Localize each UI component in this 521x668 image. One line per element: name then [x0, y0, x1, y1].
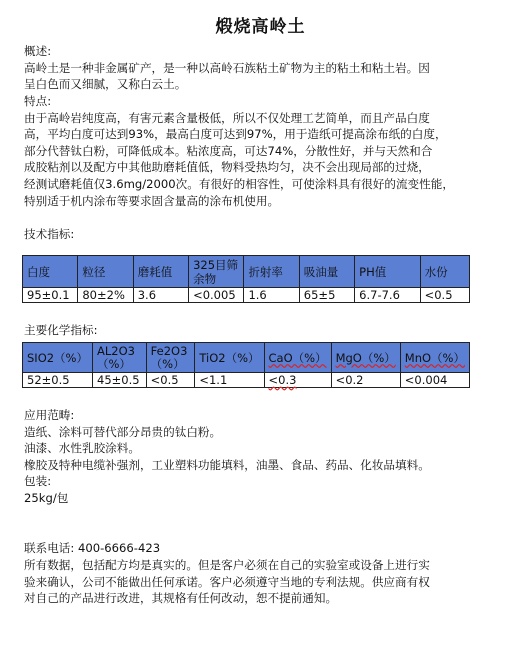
chem-header-cell — [400, 343, 469, 373]
tech-value-cell: <0.005 — [189, 288, 244, 303]
overview-section — [24, 43, 504, 93]
applications-line: 油漆、水性乳胶涂料。 — [24, 441, 140, 456]
chem-header-text: MnO（%） — [404, 350, 465, 365]
chem-header-text: CaO（%） — [268, 350, 327, 365]
contact-phone: 400-6666-423 — [77, 541, 161, 555]
tech-value-cell: 6.7-7.6 — [355, 288, 420, 303]
tech-header-cell: 折射率 — [244, 256, 299, 288]
features-line: 部分代替钛白粉，可降低成本。粘浓度高，可达74%，分散性好，并与天然和合 — [24, 143, 433, 158]
applications-line: 橡胶及特种电缆补强剂，工业塑料功能填料，油墨、食品、药品、化妆品填料。 — [24, 457, 430, 472]
chem-label: 主要化学指标: — [24, 323, 98, 337]
chem-header-cell: AL2O3（%） — [93, 343, 147, 373]
contact-row — [24, 540, 504, 557]
features-line: 特别适于机内涂布等要求固含量高的涂布机使用。 — [24, 193, 280, 208]
page-title: 煅烧高岭土 — [215, 17, 306, 37]
tech-value-cell: 3.6 — [133, 288, 188, 303]
contact-line — [24, 540, 504, 557]
chem-header-cell — [264, 343, 331, 373]
chem-value-cell: <0.2 — [331, 373, 400, 388]
chem-value-text: <0.3 — [268, 373, 297, 387]
features-line: 经测试磨耗值仅3.6mg/2000次。有很好的相容性，可使涂料具有很好的流变性能， — [24, 176, 454, 191]
chem-header-cell — [331, 343, 400, 373]
packaging-heading: 包装: — [24, 474, 52, 489]
chem-value-row — [23, 373, 470, 388]
features-line: 成胶粘剂以及配方中其他助磨耗值低，物料受热均匀，决不会出现局部的过烧， — [24, 160, 430, 175]
packaging-value: 25kg/包 — [24, 490, 69, 505]
chem-value-cell: <0.5 — [146, 373, 195, 388]
disclaimer-line: 对自己的产品进行改进，其规格有任何改动，恕不提前通知。 — [24, 591, 338, 606]
features-heading: 特点: — [24, 94, 52, 108]
chem-table — [22, 342, 470, 388]
tech-header-cell: 白度 — [23, 256, 78, 288]
features-section — [24, 93, 504, 209]
tech-value-cell: 80±2% — [78, 288, 133, 303]
chem-value-cell: 52±0.5 — [23, 373, 93, 388]
applications-section — [24, 407, 504, 507]
tech-header-cell: 粒径 — [78, 256, 133, 288]
chem-header-cell: Fe2O3（%） — [146, 343, 195, 373]
disclaimer-line: 验来确认，公司不能做出任何承诺。客户必须遵守当地的专利法规。供应商有权 — [24, 574, 430, 589]
tech-value-cell: <0.5 — [420, 288, 469, 303]
chem-value-cell: 45±0.5 — [93, 373, 147, 388]
contact-label: 联系电话: — [24, 541, 75, 555]
tech-header-cell: 水份 — [420, 256, 469, 288]
features-line: 高，平均白度可达到93%，最高白度可达到97%，用于造纸可提高涂布纸的白度， — [24, 127, 447, 142]
chem-value-cell: <0.004 — [400, 373, 469, 388]
tech-header-cell: 磨耗值 — [133, 256, 188, 288]
chem-value-cell: <1.1 — [195, 373, 264, 388]
tech-table — [22, 255, 470, 303]
tech-value-cell: 1.6 — [244, 288, 299, 303]
tech-header-cell: PH值 — [355, 256, 420, 288]
overview-heading: 概述: — [24, 44, 52, 58]
applications-line: 造纸、涂料可替代部分昂贵的钛白粉。 — [24, 424, 222, 439]
disclaimer-line: 所有数据，包括配方均是真实的。但是客户必须在自己的实验室或设备上进行实 — [24, 558, 430, 572]
tech-value-row — [23, 288, 470, 303]
disclaimer-section — [24, 557, 504, 607]
chem-header-cell: TiO2（%） — [195, 343, 264, 373]
chem-header-text: MgO（%） — [335, 350, 396, 365]
tech-label: 技术指标: — [24, 227, 75, 241]
applications-heading: 应用范畴: — [24, 408, 75, 422]
overview-line: 高岭土是一种非金属矿产，是一种以高岭石族粘土矿物为主的粘土和粘土岩。因 — [24, 60, 430, 75]
features-line: 由于高岭岩纯度高，有害元素含量极低，所以不仅处理工艺简单，而且产品白度 — [24, 110, 430, 125]
tech-header-cell: 325目筛余物 — [189, 256, 244, 288]
chem-value-cell — [264, 373, 331, 388]
tech-value-cell: 65±5 — [299, 288, 354, 303]
tech-header-cell: 吸油量 — [299, 256, 354, 288]
chem-header-row — [23, 343, 470, 373]
chem-header-cell: SIO2（%） — [23, 343, 93, 373]
tech-header-row — [23, 256, 470, 288]
overview-line: 呈白色而又细腻，又称白云土。 — [24, 77, 187, 92]
tech-value-cell: 95±0.1 — [23, 288, 78, 303]
